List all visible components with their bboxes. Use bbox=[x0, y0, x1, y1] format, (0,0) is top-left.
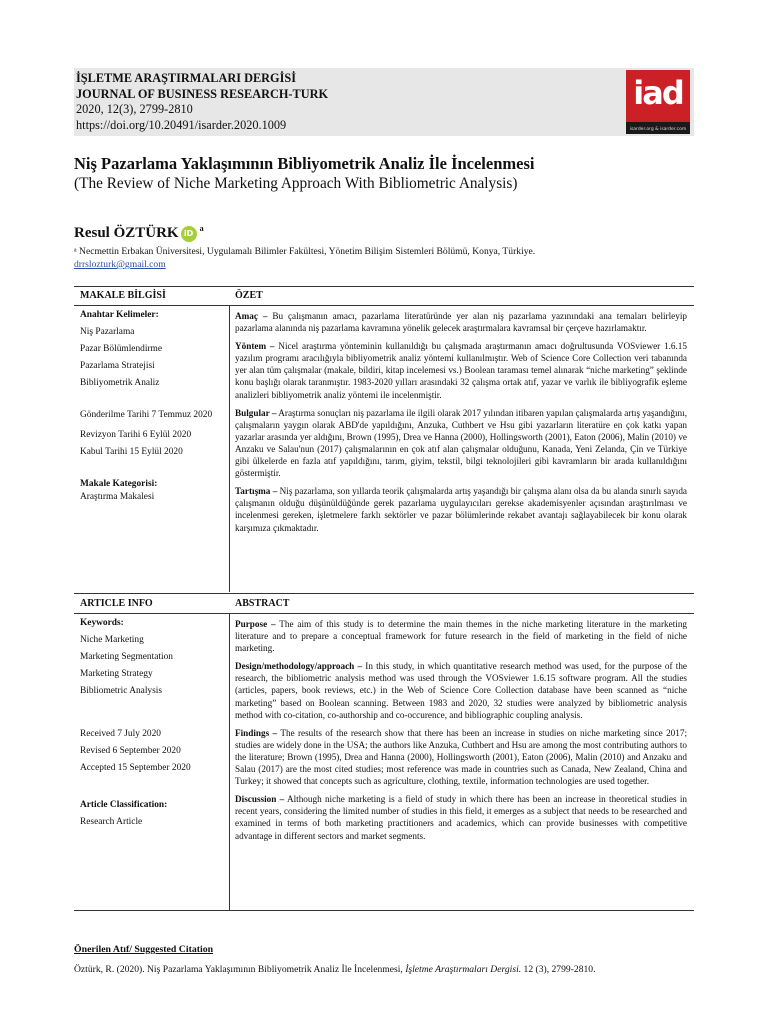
tr-abstract-section: Bulgular – Araştırma sonuçları niş pazarlama ile ilgili olarak 2017 yılından itibaren yapılan çalışmalarda artış yaşandığını, çalışmaların yaygın olarak ABD'de yapıldığını, Anzuka, Cuthbert ve Hsu gibi yazarların literatüre en çok katkı yapan yazarlar arasında yer aldığını, Brown (1995), Drea ve Hanna (2000), Hollingsworth (2001), Eaton (2006), Malin (2010) ve Anzaku ve Salau'nun (2017) çalışmalarının en çok atıf alan çalışmalar olduğunu, Kanada, Yeni Zelanda, Çin ve Türkiye gibi ülkelerde en fazla atıf yapıldığını, tarım, giyim, tekstil, bilgi teknolojileri gibi kavramların bir arada kullanıldığını göstermiştir. bbox=[235, 407, 687, 479]
tr-keyword: Niş Pazarlama bbox=[80, 327, 135, 337]
orcid-icon[interactable]: iD bbox=[181, 226, 197, 242]
journal-logo bbox=[626, 70, 690, 134]
tr-date: Revizyon Tarihi 6 Eylül 2020 bbox=[80, 430, 192, 440]
citation-text: Öztürk, R. (2020). Niş Pazarlama Yaklaşımının Bibliyometrik Analiz İle İncelenmesi, İşletme Araştırmaları Dergisi. 12 (3), 2799-2810. bbox=[74, 964, 596, 975]
tr-abstract-section: Tartışma – Niş pazarlama, son yıllarda teorik çalışmalarda artış yaşandığı bir çalışma alanı olsa da bu alanda sınırlı sayıda çalışmanın olduğu düşünüldüğünde gerek pazarlama uygulayıcıları gerekse akademisyenler açısından araştırılması ve incelenmesi gereken, işletmelere farklı sektörler ve pazar bölümlerinde rekabet avantajı sağlayabilecek bir konu olarak karşımıza çıkmaktadır. bbox=[235, 486, 688, 533]
column-divider bbox=[229, 305, 230, 592]
en-date: Revised 6 September 2020 bbox=[80, 746, 181, 756]
en-abstract-section: Findings – The results of the research show that there has been an increase in studies on niche marketing since 2017; studies are widely done in the USA; the authors like Anzuka, Cuthbert and Hsu are among the most contributing authors to the literature; Brown (1995), Drea and Hanna (2000), Hollingsworth (2001), Eaton (2006), Malin (2010) and Anzaku and Salau (2017) are the most cited studies; most reference was made in countries such as Canada, New Zealand, China and Turkey; it showed that concepts such as agriculture, clothing, textile, information technologies are used together. bbox=[235, 727, 687, 787]
author-email-link[interactable]: drrslozturk@gmail.com bbox=[74, 259, 166, 270]
abstract-heading: ABSTRACT bbox=[235, 598, 290, 609]
affiliation: ᵃ Necmettin Erbakan Üniversitesi, Uygulamalı Bilimler Fakültesi, Yönetim Bilişim Sistemleri Bölümü, Konya, Türkiye. bbox=[74, 246, 536, 257]
en-keyword: Marketing Strategy bbox=[80, 669, 153, 679]
author bbox=[74, 224, 204, 242]
tr-date: Kabul Tarihi 15 Eylül 2020 bbox=[80, 447, 183, 457]
tr-abstract-section: Amaç – Bu çalışmanın amacı, pazarlama literatüründe yer alan niş pazarlama yazınındaki ana temaları belirleyip pazarlama alanında niş pazarlama kavramına yönelik gelecek araştırmalara kavramsal bir çerçeve hazırlamaktır. bbox=[235, 311, 687, 334]
divider bbox=[74, 613, 694, 614]
tr-abstract bbox=[235, 310, 687, 540]
en-abstract-section: Purpose – The aim of this study is to determine the main themes in the niche marketing literature in the marketing literature and to prepare a conceptual framework for future research in the field of marketing in the field of niche marketing. bbox=[235, 619, 688, 654]
makale-bilgisi-heading: MAKALE BİLGİSİ bbox=[80, 290, 166, 301]
logo-text: iad bbox=[633, 74, 683, 112]
en-date: Received 7 July 2020 bbox=[80, 729, 161, 739]
en-date: Accepted 15 September 2020 bbox=[80, 763, 191, 773]
author-affil-mark: a bbox=[199, 224, 204, 233]
tr-category: Araştırma Makalesi bbox=[80, 492, 155, 502]
tr-category-label: Makale Kategorisi: bbox=[80, 479, 158, 489]
journal-doi[interactable]: https://doi.org/10.20491/isarder.2020.1009 bbox=[76, 117, 287, 132]
en-keyword: Marketing Segmentation bbox=[80, 652, 173, 662]
article-info-heading: ARTICLE INFO bbox=[80, 598, 153, 609]
title-english: (The Review of Niche Marketing Approach With Bibliometric Analysis) bbox=[74, 175, 518, 192]
en-article-info bbox=[80, 615, 225, 831]
divider bbox=[74, 910, 694, 911]
tr-article-info bbox=[80, 307, 225, 504]
divider bbox=[74, 305, 694, 306]
en-keyword: Niche Marketing bbox=[80, 635, 144, 645]
author-name: Resul ÖZTÜRK bbox=[74, 225, 179, 241]
logo-url: isarder.org & isarder.com bbox=[629, 127, 687, 132]
journal-issue: 2020, 12(3), 2799-2810 bbox=[76, 102, 193, 116]
title-turkish: Niş Pazarlama Yaklaşımının Bibliyometrik Analiz İle İncelenmesi bbox=[74, 154, 535, 173]
ozet-heading: ÖZET bbox=[235, 290, 263, 301]
en-abstract-section: Discussion – Although niche marketing is a field of study in which there has been an increase in theoretical studies in recent years, considering the limited number of studies in this field, it emerges as a subject that needs to be researched and examined in terms of both marketing practitioners and academics, which can provide businesses with competitive advantage in different sectors and market segments. bbox=[235, 794, 687, 841]
journal-header bbox=[74, 68, 694, 136]
tr-abstract-section: Yöntem – Nicel araştırma yönteminin kullanıldığı bu çalışmada araştırmanın amacı doğrultusunda VOSviewer 1.6.15 yazılım programı aracılığıyla bibliyometrik analiz yöntemi kullanılmıştır. Web of Science Core Collection veri tabanında yer alan tüm çalışmalar (makale, bildiri, kitap incelemesi vs.) Boolean taraması temel alınarak “niche marketing” şeklinde konu başlığı olarak taranmıştır. 1983-2020 yılları arasındaki 32 çalışma ortak atıf, yazar ve varlık ile bibliyografik eşleme analizleri bibliyometrik analiz yöntemi ile incelenmiştir. bbox=[235, 341, 687, 400]
journal-name-tr: İŞLETME ARAŞTIRMALARI DERGİSİ bbox=[76, 71, 297, 85]
column-divider bbox=[229, 613, 230, 910]
journal-name-en: JOURNAL OF BUSINESS RESEARCH-TURK bbox=[76, 86, 329, 101]
tr-keywords-label: Anahtar Kelimeler: bbox=[80, 310, 159, 320]
tr-date: Gönderilme Tarihi 7 Temmuz 2020 bbox=[80, 410, 213, 420]
en-category-label: Article Classification: bbox=[80, 800, 168, 810]
en-keyword: Bibliometric Analysis bbox=[80, 686, 163, 696]
en-category: Research Article bbox=[80, 817, 143, 827]
tr-keyword: Pazarlama Stratejisi bbox=[80, 361, 155, 371]
en-abstract-section: Design/methodology/approach – In this study, in which quantitative research method was used, for the purpose of the research, the bibliometric analysis method was used through the VOSviewer 1.6.15 software program. All the studies (articles, papers, book reviews, etc.) in the Web of Science Core Collection database have been scanned as “niche marketing” based on Boolean scanning. Between 1983 and 2020, 32 studies were analyzed by bibliometric analysis method with co-citation, co-authorship and co-occurence, and bibliographic coupling analysis. bbox=[235, 661, 688, 720]
tr-keyword: Pazar Bölümlendirme bbox=[80, 344, 163, 354]
tr-keyword: Bibliyometrik Analiz bbox=[80, 378, 160, 388]
divider bbox=[74, 593, 694, 594]
en-keywords-label: Keywords: bbox=[80, 618, 124, 628]
en-abstract bbox=[235, 618, 687, 848]
citation-heading: Önerilen Atıf/ Suggested Citation bbox=[74, 944, 214, 955]
divider bbox=[74, 286, 694, 287]
